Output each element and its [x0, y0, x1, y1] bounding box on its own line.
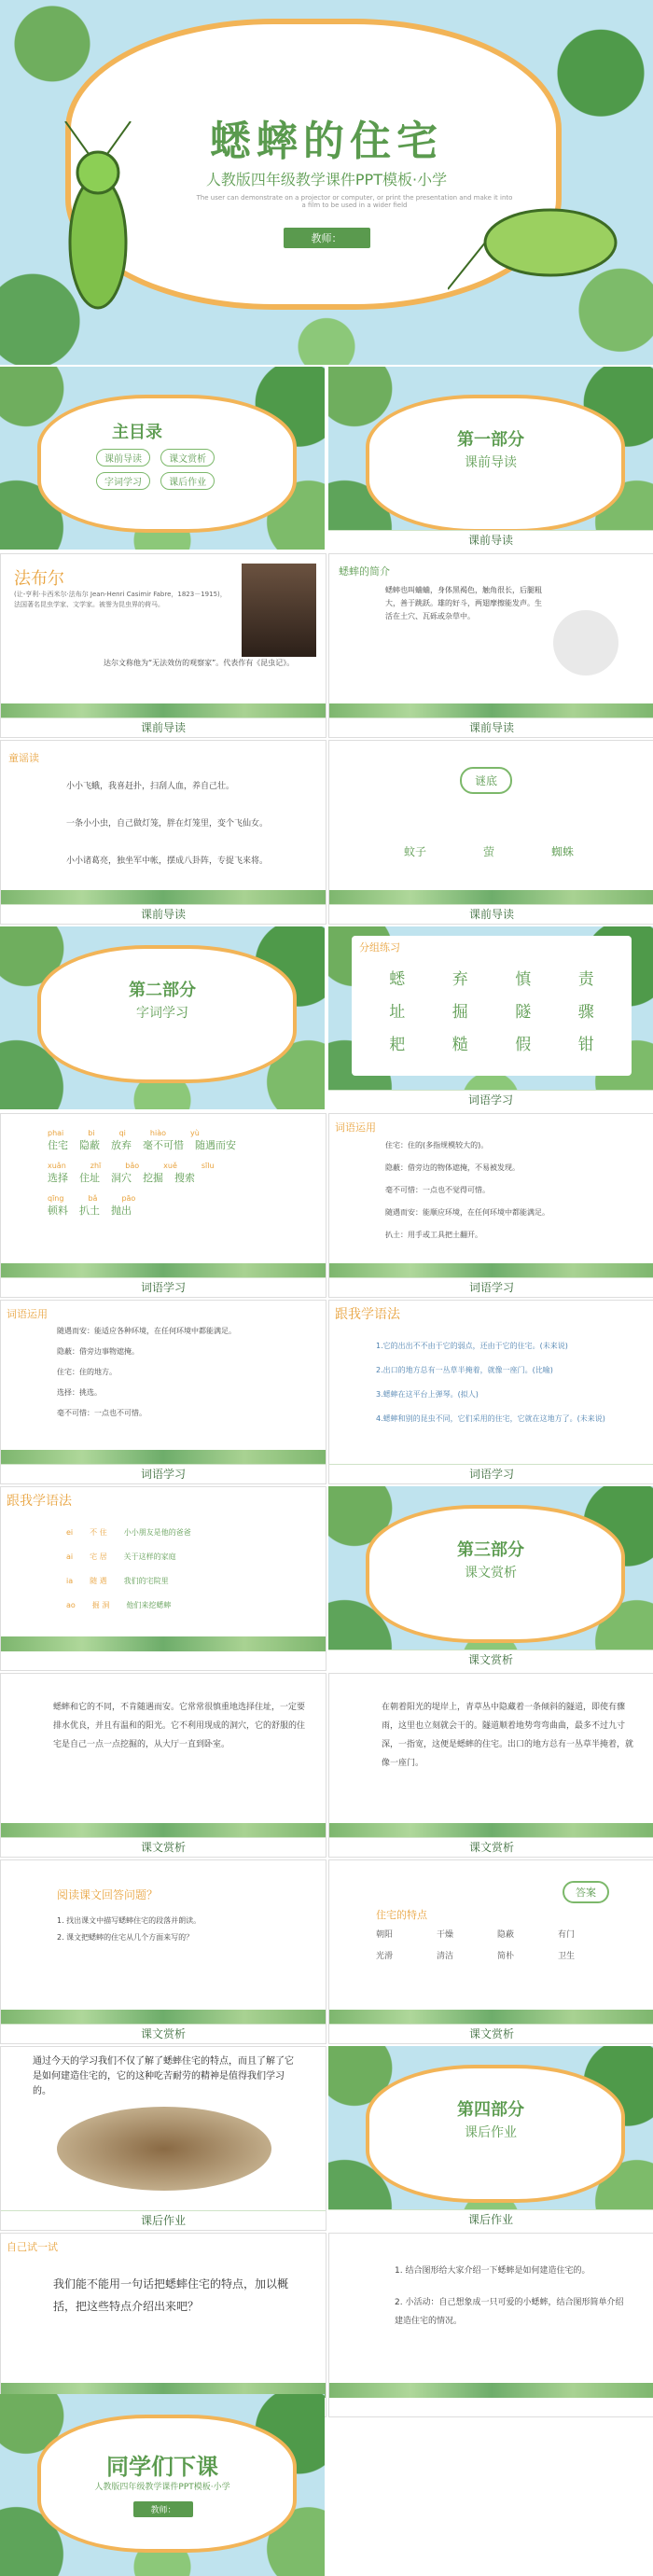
char-9: 耙 [389, 1036, 406, 1054]
explain-item-2: 隐蔽：借旁边的物体遮掩，不易被发现。 [385, 1163, 520, 1172]
follow-item-1: 1.它的出出不不由于它的弱点，还由于它的住宅。(未来说) [376, 1342, 568, 1350]
char-6: 掘 [452, 1003, 468, 1022]
answer-word-3: 隐蔽 [497, 1930, 515, 1940]
leaf-band [329, 703, 653, 718]
author-photo [242, 564, 316, 657]
follow2-row-1: ei 不 住 小小朋友是他的爸爸 [66, 1528, 191, 1537]
riddle-answer-1: 蚊子 [404, 845, 427, 858]
part2-title: 第二部分 [129, 981, 196, 1000]
answer-tag: 住宅的特点 [376, 1909, 427, 1921]
answer-word-1: 朝阳 [376, 1930, 394, 1940]
text1-slide [0, 1673, 326, 1858]
about-title: 蟋蟀的简介 [339, 565, 390, 578]
toc-slide [0, 367, 325, 550]
summary-body: 通过今天的学习我们不仅了解了蟋蟀住宅的特点，而且了解了它是如何建造住宅的，它的这种吃苦耐劳的精神是值得我们学习的。 [33, 2056, 294, 2096]
char-2: 弃 [452, 970, 468, 989]
part2-sub: 字词学习 [136, 1006, 188, 1021]
question-item-1: 1. 找出课文中描写蟋蟀住宅的段落并朗读。 [57, 1916, 201, 1925]
homework-body: 我们能不能用一句话把蟋蟀住宅的特点，加以概括，把这些特点介绍出来吧？ [53, 2277, 289, 2313]
homework-tag: 自己试一试 [7, 2241, 58, 2253]
follow2-row-3: ia 随 遇 我们的宅院里 [66, 1577, 169, 1585]
char-7: 隧 [515, 1003, 532, 1022]
part3-slide [328, 1486, 653, 1669]
part3-title: 第三部分 [457, 1540, 524, 1560]
leaf-band [329, 890, 653, 905]
explain2-item-3: 住宅：住的地方。 [57, 1368, 117, 1376]
answer-word-2: 干燥 [437, 1930, 454, 1940]
toc-title: 主目录 [112, 423, 162, 442]
about-body: 蟋蟀也叫蛐蛐，身体黑褐色，触角很长，后腿粗大，善于跳跃。雄的好斗，两翅摩擦能发声。生活在土穴、瓦砾或杂草中。 [385, 586, 542, 620]
homework2-slide [328, 2233, 653, 2417]
question-slide [0, 1859, 326, 2044]
footer-poem: 课前导读 [1, 904, 326, 924]
answer-grid [376, 1928, 609, 1961]
answer-word-6: 清洁 [437, 1952, 454, 1961]
poem-line-2: 一条小小虫，自己做灯笼，胖在灯笼里，变个飞仙女。 [66, 819, 269, 828]
teacher-label: 教师： [252, 228, 401, 248]
leaf-band [1, 1823, 326, 1838]
char-5: 址 [389, 1003, 406, 1022]
explain-item-1: 住宅：住的(多指规模较大的)。 [385, 1141, 489, 1149]
cover-title: 蟋蟀的住宅 [210, 118, 443, 165]
cricket-illustration-right [448, 168, 634, 317]
homework2-item-2: 2. 小活动：自己想象成一只可爱的小蟋蟀，结合图形简单介绍建造住宅的情况。 [395, 2298, 624, 2326]
char-8: 骤 [577, 1003, 594, 1022]
footer-8: 课文赏析 [329, 1837, 653, 1857]
footer-4: 词语学习 [328, 1090, 653, 1109]
explain2-slide [0, 1300, 326, 1484]
footer-2: 课前导读 [329, 717, 653, 737]
part2-slide [0, 926, 325, 1109]
chars-panel [352, 936, 632, 1076]
explain2-item-4: 选择：挑选。 [57, 1388, 102, 1397]
homework2-list [395, 2262, 628, 2331]
end-slide [0, 2394, 325, 2576]
part1-sub: 课前导读 [465, 455, 517, 470]
follow2-slide [0, 1486, 326, 1671]
homework-slide [0, 2233, 326, 2417]
riddle-answer-2: 萤 [483, 845, 495, 858]
explain-list [385, 1135, 637, 1246]
char-1: 蟋 [389, 970, 406, 989]
text2-slide [328, 1673, 653, 1858]
follow-item-2: 2.出口的地方总有一丛草半掩着，就像一座门。(比喻) [376, 1366, 553, 1374]
leaf-band [1, 1636, 326, 1651]
answer-word-5: 光滑 [376, 1952, 394, 1961]
about-slide [328, 553, 653, 738]
explain-item-4: 随遇而安：能顺应环境，在任何环境中都能满足。 [385, 1208, 549, 1217]
footer-summary: 课后作业 [1, 2210, 326, 2230]
part1-slide [328, 367, 653, 550]
pinyin-row-2: xuǎn zhī bǎo xuě sīlu [48, 1162, 215, 1170]
leaf-band [1, 2010, 326, 2025]
char-12: 钳 [577, 1036, 594, 1054]
leaf-band [1, 1450, 326, 1465]
follow2-row-2: ai 宅 居 关于这样的家庭 [66, 1553, 176, 1561]
cover-desc: The user can demonstrate on a projector or computer, or print the presentation and make it into a film to be used in a wider field [196, 194, 513, 209]
explain2-item-1: 随遇而安：能适应各种环境，在任何环境中都能满足。 [57, 1327, 236, 1335]
leaf-band [329, 1263, 653, 1278]
poem-line-3: 小小诸葛亮，独坐军中帐，摆成八卦阵，专捉飞来将。 [66, 856, 269, 866]
pinyin-block [48, 1129, 309, 1218]
answer-word-4: 有门 [558, 1930, 576, 1940]
answer-word-8: 卫生 [558, 1952, 576, 1961]
toc-item-4[interactable]: 课后作业 [160, 472, 215, 490]
word-row-1: 住宅 隐蔽 放弃 毫不可惜 随遇而安 [48, 1139, 236, 1151]
leaf-band [1, 703, 326, 718]
footer-text1: 课文赏析 [1, 1837, 326, 1857]
word-row-2: 选择 住址 洞穴 挖掘 搜索 [48, 1172, 195, 1184]
author-slide [0, 553, 326, 738]
toc-item-3[interactable]: 字词学习 [96, 472, 150, 490]
end-title: 同学们下课 [106, 2454, 218, 2480]
word-row-3: 顿料 扒土 抛出 [48, 1204, 132, 1217]
char-10: 糙 [452, 1036, 468, 1054]
follow-item-4: 4.蟋蟀和别的昆虫不同，它们采用的住宅，它就在这地方了。(未来说) [376, 1414, 605, 1423]
footer-question: 课文赏析 [1, 2024, 326, 2043]
cover-slide [0, 0, 653, 365]
chars-tag: 分组练习 [359, 941, 400, 954]
cricket-illustration-left [47, 121, 149, 345]
poem-line-1: 小小飞蛾，我喜赶扑，扫刮人血，养自己壮。 [66, 782, 235, 791]
homework2-item-1: 1. 结合图形给大家介绍一下蟋蟀是如何建造住宅的。 [395, 2266, 590, 2276]
summary-slide [0, 2046, 326, 2231]
follow2-table [66, 1521, 309, 1618]
pinyin-row-3: qīng bǎ pāo [48, 1194, 136, 1203]
explain2-list [57, 1321, 309, 1424]
follow2-tag: 跟我学语法 [7, 1494, 72, 1509]
part3-sub: 课文赏析 [465, 1566, 517, 1580]
footer-5: 词语学习 [329, 1277, 653, 1297]
follow-slide [328, 1300, 653, 1484]
end-teacher: 教师： [112, 2499, 215, 2517]
footer-10: 课后作业 [328, 2209, 653, 2229]
toc-item-1[interactable]: 课前导读 [96, 449, 150, 466]
part4-sub: 课后作业 [465, 2125, 517, 2140]
char-3: 慎 [515, 970, 532, 989]
leaf-band [1, 1263, 326, 1278]
riddle-answer-3: 蜘蛛 [551, 845, 575, 858]
footer-pinyin: 词语学习 [1, 1277, 326, 1297]
follow-item-3: 3.蟋蟀在这平台上弹琴。(拟人) [376, 1390, 479, 1399]
part4-slide [328, 2046, 653, 2229]
pinyin-slide [0, 1113, 326, 1298]
follow-list [376, 1334, 642, 1431]
answer-slide [328, 1859, 653, 2044]
riddle-title: 谜底 [460, 767, 512, 794]
part4-title: 第四部分 [457, 2100, 524, 2120]
explain-item-3: 毫不可惜：一点也不觉得可惜。 [385, 1186, 490, 1194]
leaf-band [329, 2010, 653, 2025]
explain-slide [328, 1113, 653, 1298]
cover-subtitle: 人教版四年级教学课件PPT模板·小学 [205, 171, 448, 188]
footer-7: 课文赏析 [328, 1650, 653, 1669]
explain-tag: 词语运用 [335, 1121, 376, 1134]
question-list [57, 1913, 299, 1946]
leaf-band [1, 890, 326, 905]
poem-slide [0, 740, 326, 925]
char-4: 责 [577, 970, 594, 989]
summary-photo [57, 2107, 271, 2191]
end-subtitle: 人教版四年级教学课件PPT模板·小学 [94, 2483, 230, 2492]
answer-title: 答案 [563, 1881, 609, 1903]
footer-author: 课前导读 [1, 717, 326, 737]
footer-explain2: 词语学习 [1, 1464, 326, 1483]
toc-item-2[interactable]: 课文赏析 [160, 449, 215, 466]
author-name: 法布尔 [14, 569, 64, 589]
explain-item-5: 扒土：用手或工具把土翻开。 [385, 1231, 482, 1239]
char-11: 假 [515, 1036, 532, 1054]
footer-3: 课前导读 [329, 904, 653, 924]
explain2-tag: 词语运用 [7, 1308, 48, 1320]
poem-tag: 童谣读 [8, 752, 39, 764]
footer-1: 课前导读 [328, 530, 653, 550]
text2-body: 在朝着阳光的堤岸上，青草丛中隐藏着一条倾斜的隧道，即使有骤雨，这里也立刻就会干的。隧道顺着地势弯弯曲曲，最多不过九寸深，一指宽，这便是蟋蟀的住宅。出口的地方总有一丛草半掩着，就像一座门。 [382, 1703, 634, 1768]
question-title: 阅读课文回答问题？ [57, 1888, 159, 1901]
toc-list [93, 446, 261, 493]
author-body: 达尔文称他为“无法效仿的观察家”。代表作有《昆虫记》。 [104, 659, 295, 667]
answer-word-7: 简朴 [497, 1952, 515, 1961]
pinyin-row-1: phai bi qi hiào yù [48, 1129, 200, 1137]
leaf-band [329, 2383, 653, 2398]
text1-body: 蟋蟀和它的不同，不肯随遇而安。它常常很慎重地选择住址，一定要排水优良，并且有温和的阳光。它不利用现成的洞穴，它的舒服的住宅是自己一点一点挖掘的，从大厅一直到卧室。 [53, 1703, 306, 1749]
explain2-item-5: 毫不可惜：一点也不可惜。 [57, 1409, 146, 1417]
cricket-photo [553, 610, 618, 675]
footer-9: 课文赏析 [329, 2024, 653, 2043]
leaf-band [329, 1823, 653, 1838]
follow-tag: 跟我学语法 [335, 1307, 400, 1322]
follow2-row-4: ao 掘 洞 他们来挖蟋蟀 [66, 1601, 172, 1609]
chars-slide [328, 926, 653, 1109]
author-meta: (让-亨利·卡西米尔·法布尔 Jean-Henri Casimir Fabre，1823－1915)，法国著名昆虫学家、文学家。被誉为昆虫界的荷马。 [14, 591, 227, 608]
chars-grid [370, 966, 613, 1054]
question-item-2: 2. 课文把蟋蟀的住宅从几个方面来写的？ [57, 1933, 194, 1942]
footer-6: 词语学习 [329, 1464, 653, 1483]
riddle-slide [328, 740, 653, 925]
part1-title: 第一部分 [457, 430, 524, 450]
explain2-item-2: 隐蔽：借旁边事物遮掩。 [57, 1347, 139, 1356]
